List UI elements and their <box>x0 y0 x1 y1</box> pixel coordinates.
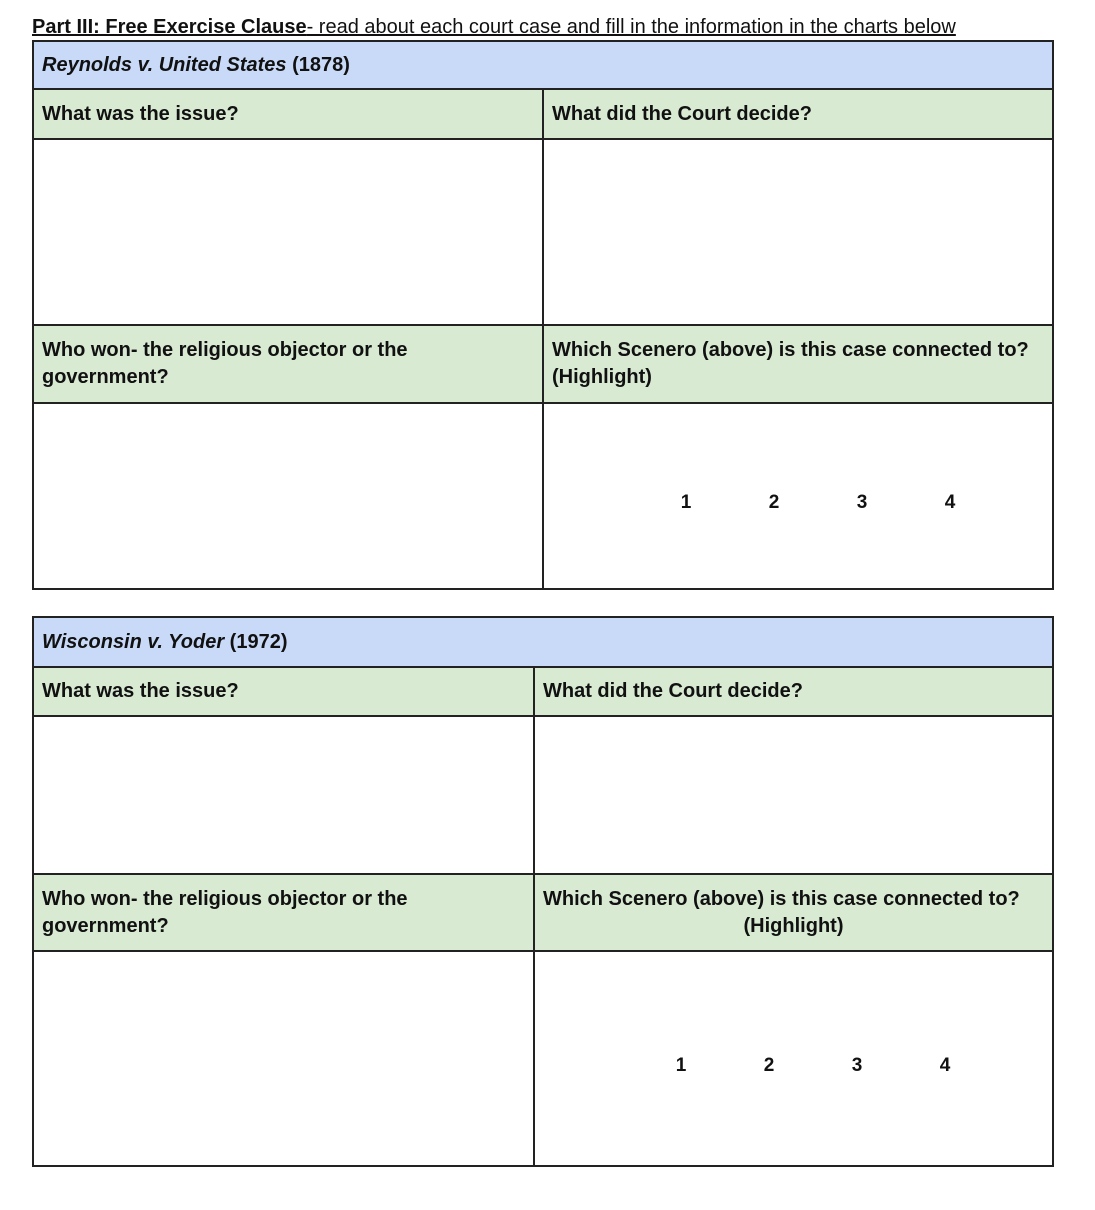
who-won-label: Who won- the religious objector or the government? <box>33 325 543 403</box>
answer-row <box>33 716 1053 874</box>
issue-answer-box[interactable] <box>33 716 534 874</box>
scenario-label-cell <box>534 874 1053 951</box>
instructions <box>32 14 1022 40</box>
question-row <box>33 667 1053 716</box>
decide-label: What did the Court decide? <box>543 89 1053 139</box>
instructions-text: - read about each court case and fill in the information in the charts below <box>306 16 956 38</box>
scenario-option-4[interactable]: 4 <box>944 491 956 513</box>
answer-row <box>33 139 1053 325</box>
scenario-option-3[interactable]: 3 <box>856 491 868 513</box>
decide-answer-box[interactable] <box>534 716 1053 874</box>
scenario-options-cell <box>543 403 1053 589</box>
scenario-option-2[interactable]: 2 <box>768 491 780 513</box>
decide-label: What did the Court decide? <box>534 667 1053 716</box>
case-name: Reynolds v. United States <box>42 53 287 76</box>
scenario-options <box>543 1038 1044 1079</box>
question-row <box>33 874 1053 951</box>
case-name: Wisconsin v. Yoder <box>42 630 225 653</box>
scenario-options <box>552 477 1044 516</box>
highlight-label: (Highlight) <box>743 914 844 937</box>
issue-answer-box[interactable] <box>33 139 543 325</box>
scenario-option-1[interactable]: 1 <box>680 491 692 513</box>
case-year: (1972) <box>229 630 288 653</box>
case-table-yoder <box>32 616 1054 1167</box>
scenario-option-3[interactable]: 3 <box>851 1055 863 1076</box>
issue-label: What was the issue? <box>33 89 543 139</box>
case-title <box>33 617 1053 667</box>
case-title <box>33 41 1053 89</box>
case-title-row <box>33 41 1053 89</box>
scenario-label-cell <box>543 325 1053 403</box>
highlight-label: (Highlight) <box>552 366 652 388</box>
scenario-option-4[interactable]: 4 <box>939 1055 951 1076</box>
case-table-reynolds <box>32 40 1054 590</box>
who-won-label: Who won- the religious objector or the government? <box>33 874 534 951</box>
scenario-label: Which Scenero (above) is this case connected to? <box>543 887 1020 910</box>
scenario-option-2[interactable]: 2 <box>763 1055 775 1076</box>
answer-row <box>33 951 1053 1166</box>
answer-row <box>33 403 1053 589</box>
question-row <box>33 325 1053 403</box>
case-year: (1878) <box>292 53 350 76</box>
issue-label: What was the issue? <box>33 667 534 716</box>
scenario-option-1[interactable]: 1 <box>675 1055 687 1076</box>
question-row <box>33 89 1053 139</box>
who-won-answer-box[interactable] <box>33 951 534 1166</box>
instructions-heading: Part III: Free Exercise Clause <box>32 16 307 38</box>
decide-answer-box[interactable] <box>543 139 1053 325</box>
who-won-answer-box[interactable] <box>33 403 543 589</box>
scenario-options-cell <box>534 951 1053 1166</box>
case-title-row <box>33 617 1053 667</box>
scenario-label: Which Scenero (above) is this case connected to? <box>552 339 1029 361</box>
